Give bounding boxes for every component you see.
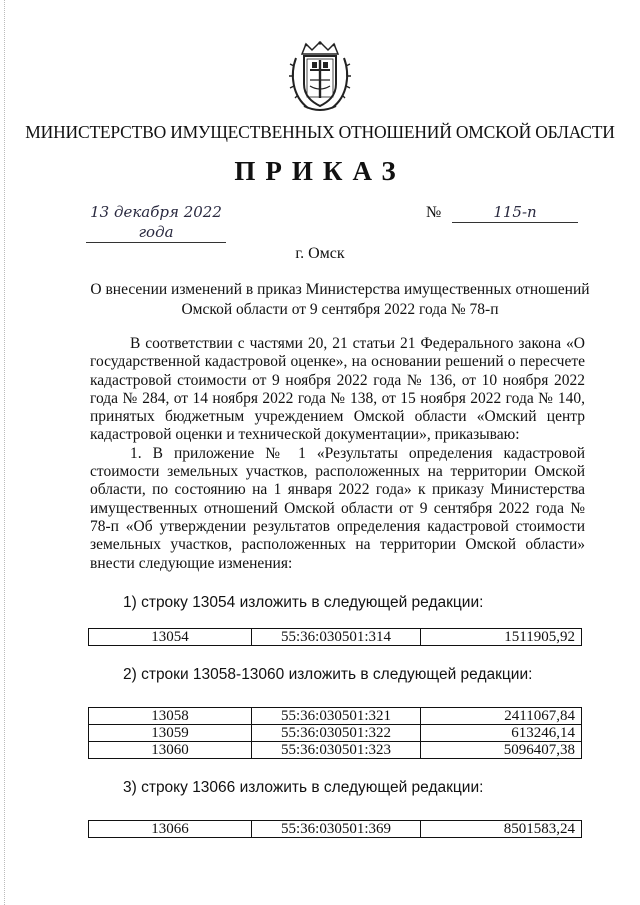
table-row	[89, 629, 582, 646]
table-row	[89, 708, 582, 725]
row-number-cell: 13058	[89, 708, 252, 725]
table-row	[89, 821, 582, 838]
cadastral-number-cell: 55:36:030501:321	[252, 708, 421, 725]
document-type-title: ПРИКАЗ	[234, 156, 406, 186]
table-row	[89, 725, 582, 742]
city: г. Омск	[295, 245, 345, 262]
paragraph-item-1: 1. В приложение № 1 «Результаты определения кадастровой стоимости земельных участков, расположенных на территории Омской области, по состоянию на 1 января 2022 года» к приказу Министерства имущественных отношений Омской области от 9 сентября 2022 года № 78-п «Об утверждении результатов определения кадастровой стоимости земельных участков, расположенных на территории Омской области» внести следующие изменения:	[90, 444, 585, 572]
order-subject: О внесении изменений в приказ Министерства имущественных отношений Омской области от 9 сентября 2022 года № 78-п	[90, 281, 590, 318]
cadastral-number-cell: 55:36:030501:369	[252, 821, 421, 838]
paragraph-preamble: В соответствии с частями 20, 21 статьи 21 Федерального закона «О государственной кадастровой оценке», на основании решений о пересчете кадастровой стоимости от 9 ноября 2022 года № 136, от 10 ноября 2022 года № 284, от 14 ноября 2022 года № 138, от 15 ноября 2022 года № 140, принятых бюджетным учреждением Омской области «Омский центр кадастровой оценки и технической документации», приказываю:	[90, 335, 585, 444]
cadastral-value-cell: 5096407,38	[421, 742, 582, 759]
cadastral-value-cell: 613246,14	[421, 725, 582, 742]
row-number-cell: 13066	[89, 821, 252, 838]
ministry-name: МИНИСТЕРСТВО ИМУЩЕСТВЕННЫХ ОТНОШЕНИЙ ОМСКОЙ ОБЛАСТИ	[25, 122, 615, 142]
amendment-label-2: 2) строки 13058-13060 изложить в следующей редакции:	[123, 666, 533, 683]
order-body	[90, 335, 585, 573]
cadastral-number-cell: 55:36:030501:322	[252, 725, 421, 742]
row-number-cell: 13060	[89, 742, 252, 759]
amendment-table-1	[88, 628, 582, 646]
amendment-label-3: 3) строку 13066 изложить в следующей редакции:	[123, 779, 484, 796]
table-row	[89, 742, 582, 759]
cadastral-number-cell: 55:36:030501:323	[252, 742, 421, 759]
coat-of-arms-icon	[288, 40, 352, 114]
amendment-table-2	[88, 707, 582, 759]
row-number-cell: 13054	[89, 629, 252, 646]
handwritten-number: 115-п	[452, 202, 578, 223]
cadastral-value-cell: 8501583,24	[421, 821, 582, 838]
amendment-table-3	[88, 820, 582, 838]
row-number-cell: 13059	[89, 725, 252, 742]
cadastral-value-cell: 2411067,84	[421, 708, 582, 725]
amendment-label-1: 1) строку 13054 изложить в следующей редакции:	[123, 594, 484, 611]
handwritten-date: 13 декабря 2022 года	[86, 202, 226, 243]
number-label: №	[426, 204, 442, 221]
cadastral-number-cell: 55:36:030501:314	[252, 629, 421, 646]
cadastral-value-cell: 1511905,92	[421, 629, 582, 646]
